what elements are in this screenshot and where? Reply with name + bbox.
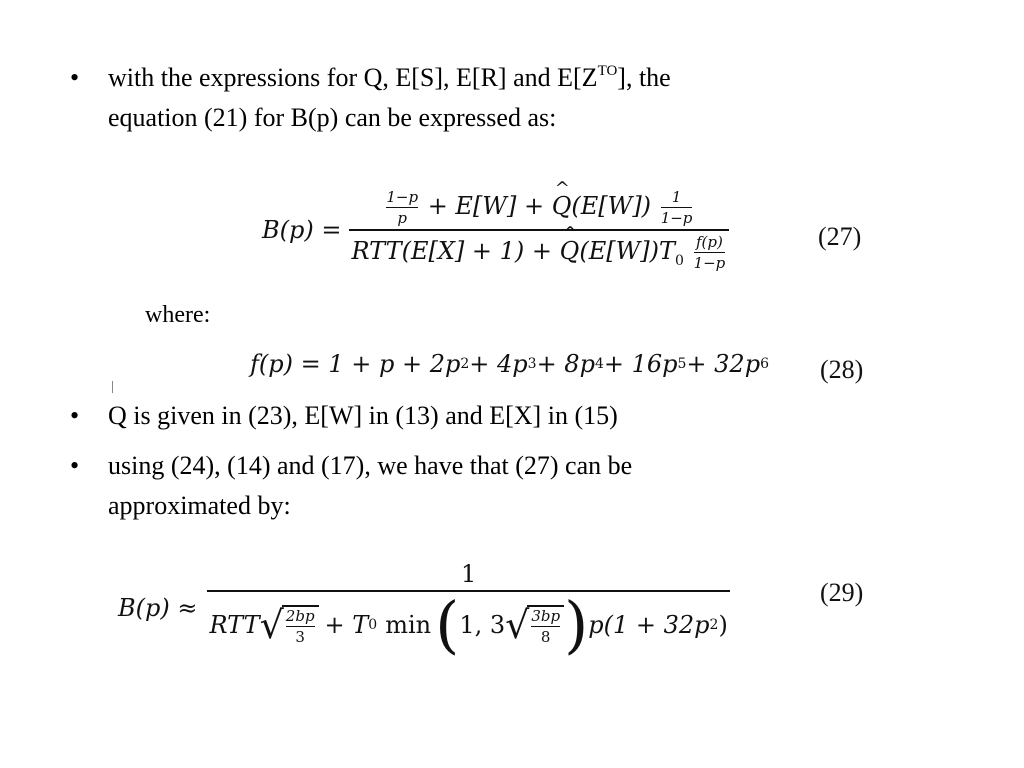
- radical-icon: √: [505, 603, 530, 647]
- bullet-line: [108, 58, 671, 98]
- eq28-part: + 4p: [469, 350, 528, 378]
- bullet-line-part: with the expressions for Q, E[S], E[R] and E[Z: [108, 63, 598, 92]
- subscript: 0: [675, 253, 684, 269]
- eq27-num-frac-top: 1−p: [386, 188, 419, 206]
- eq27-den-text: RTT(E[X] + 1) +: [351, 237, 553, 265]
- left-paren-icon: (: [435, 588, 460, 661]
- bullet-line: approximated by:: [108, 491, 291, 520]
- fraction-bar: [661, 207, 693, 208]
- eq29-denominator: [207, 588, 729, 661]
- eq29-min-args: 1, 3: [459, 611, 506, 639]
- eq29-sqrt-1: [260, 605, 319, 646]
- superscript: TO: [597, 63, 618, 79]
- exponent: 6: [760, 356, 769, 372]
- fraction-bar: [349, 229, 729, 231]
- eq29-poly: p(1 + 32p: [588, 611, 710, 639]
- radical-icon: √: [259, 603, 284, 647]
- eq28-part: + 8p: [536, 350, 595, 378]
- bullet-marker: •: [70, 451, 80, 480]
- bullet-line-part: ], the: [617, 63, 671, 92]
- equation-number-27: (27): [818, 222, 862, 251]
- right-paren-icon: ): [564, 588, 589, 661]
- eq27-main-fraction: [349, 188, 729, 272]
- bullet-line: equation (21) for B(p) can be expressed as:: [108, 103, 557, 132]
- radicand: [527, 605, 564, 646]
- eq29-sqrt2-top: 3bp: [531, 606, 561, 625]
- eq27-numerator: [382, 188, 696, 227]
- eq27-lhs: B(p) =: [262, 216, 342, 244]
- fraction-bar: [694, 252, 726, 253]
- eq27-den-text: (E[W])T: [579, 237, 675, 265]
- equation-number-29: (29): [820, 578, 864, 607]
- bullet-text: [108, 396, 618, 436]
- bullet-marker: •: [70, 401, 80, 430]
- eq28-part: + 32p: [686, 350, 761, 378]
- where-label: where:: [145, 302, 211, 328]
- equation-number-28: (28): [820, 355, 864, 384]
- eq29-t0: + T: [324, 611, 369, 639]
- eq29-sqrt2-frac: [531, 607, 560, 646]
- subscript: 0: [368, 617, 378, 633]
- eq27-q-hat: ^ Q: [560, 237, 580, 265]
- eq27-denominator: [349, 233, 729, 272]
- scan-artifact-mark: [112, 381, 113, 393]
- eq29-min: min: [385, 611, 432, 639]
- exponent: 4: [594, 356, 604, 372]
- fraction-bar: [386, 207, 418, 208]
- eq28-part: f(p) = 1 + p + 2p: [250, 350, 461, 378]
- eq29-sqrt2-bottom: 8: [540, 627, 551, 646]
- eq27-num-text: + E[W] +: [427, 192, 545, 220]
- eq27-num-frac2: [661, 188, 693, 227]
- bullet-text: [108, 446, 632, 526]
- eq29-sqrt1-top: 2bp: [285, 606, 315, 625]
- eq27-num-frac-bottom: p: [397, 209, 407, 227]
- eq27-den-frac-bottom: 1−p: [693, 254, 726, 272]
- exponent: 3: [527, 356, 537, 372]
- eq29-numerator: 1: [461, 560, 477, 588]
- eq27-den-frac-top: f(p): [695, 233, 723, 251]
- eq27-num-frac2-top: 1: [671, 188, 682, 206]
- exponent: 2: [460, 356, 470, 372]
- fraction-bar: [531, 626, 560, 627]
- eq29-rtt: RTT: [209, 611, 260, 639]
- eq27-num-frac2-bottom: 1−p: [660, 209, 693, 227]
- equation-28: [250, 350, 769, 378]
- bullet-line: Q is given in (23), E[W] in (13) and E[X] in (15): [108, 401, 618, 430]
- radicand: [282, 605, 319, 646]
- eq27-den-frac: [694, 233, 726, 272]
- eq29-close: ): [718, 611, 728, 639]
- eq27-num-frac: [386, 188, 418, 227]
- equation-29: [118, 560, 730, 661]
- exponent: 2: [709, 617, 719, 633]
- bullet-line: using (24), (14) and (17), we have that (27) can be: [108, 451, 633, 480]
- exponent: 5: [677, 356, 687, 372]
- eq29-main-fraction: [207, 560, 729, 661]
- eq29-sqrt1-frac: [286, 607, 315, 646]
- eq29-lhs: B(p) ≈: [118, 594, 198, 622]
- eq29-sqrt1-bottom: 3: [295, 627, 305, 646]
- eq27-q-hat: ^ Q: [552, 192, 572, 220]
- bullet-text: [108, 58, 671, 138]
- fraction-bar: [207, 590, 729, 592]
- eq29-sqrt-2: [505, 605, 564, 646]
- fraction-bar: [286, 626, 315, 627]
- equation-27: [262, 188, 729, 272]
- eq28-part: + 16p: [603, 350, 678, 378]
- bullet-marker: •: [70, 63, 80, 92]
- eq27-num-text: (E[W]): [571, 192, 652, 220]
